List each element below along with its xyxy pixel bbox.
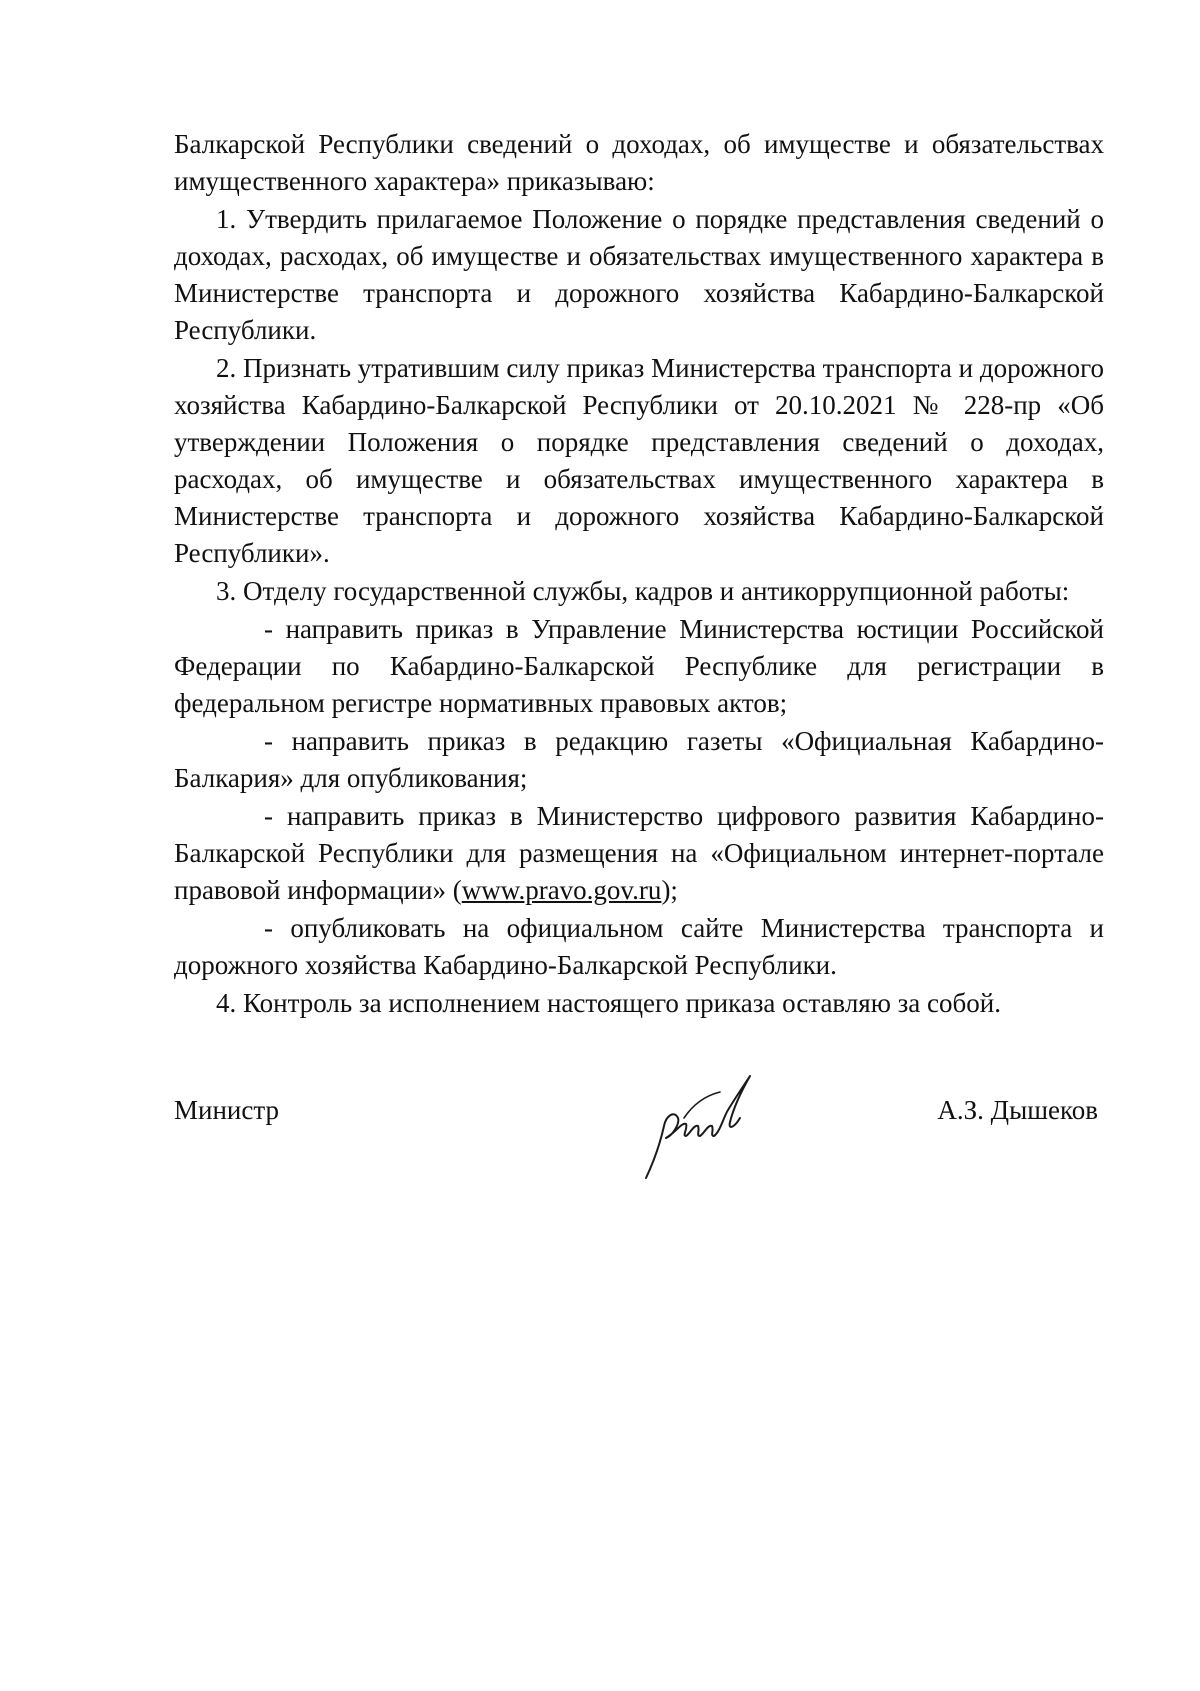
signatory-name: А.З. Дышеков: [937, 1095, 1098, 1125]
paragraph-item-2: 2. Признать утратившим силу приказ Министерства транспорта и дорожного хозяйства Кабардино-Балкарской Республики от 20.10.2021 № 228-пр «Об утверждении Положения о порядке представления сведений о доходах, расходах, об имуществе и обязательствах имущественного характера в Министерстве транспорта и дорожного хозяйства Кабардино-Балкарской Республики».: [174, 353, 1104, 568]
signatory-position: Министр: [174, 1095, 279, 1125]
paragraph-subitem-newspaper: - направить приказ в редакцию газеты «Официальная Кабардино-Балкария» для опубликования;: [174, 726, 1104, 793]
signature-block: [174, 1092, 1104, 1202]
paragraph-item-1: 1. Утвердить прилагаемое Положение о порядке представления сведений о доходах, расходах, об имуществе и обязательствах имущественного характера в Министерстве транспорта и дорожного хозяйства Кабардино-Балкарской Республики.: [174, 204, 1104, 345]
paragraph-item-3: 3. Отделу государственной службы, кадров и антикоррупционной работы:: [216, 576, 1070, 606]
legal-portal-text-before: - направить приказ в Министерство цифрового развития Кабардино-Балкарской Республики для размещения на «Официальном интернет-портале правовой информации» (: [174, 801, 1104, 905]
paragraph-subitem-ministry-site: - опубликовать на официальном сайте Министерства транспорта и дорожного хозяйства Кабардино-Балкарской Республики.: [174, 913, 1104, 980]
paragraph-preamble-continuation: Балкарской Республики сведений о доходах, об имуществе и обязательствах имущественного характера» приказываю:: [174, 129, 1104, 196]
legal-portal-text-after: );: [661, 875, 678, 905]
paragraph-item-4: 4. Контроль за исполнением настоящего приказа оставляю за собой.: [216, 988, 1001, 1018]
document-body: [174, 126, 1104, 1022]
paragraph-subitem-justice-registration: - направить приказ в Управление Министерства юстиции Российской Федерации по Кабардино-Балкарской Республике для регистрации в федеральном регистре нормативных правовых актов;: [174, 614, 1104, 718]
handwritten-signature: [624, 1066, 784, 1186]
pravo-gov-link[interactable]: www.pravo.gov.ru: [461, 875, 662, 905]
paragraph-subitem-legal-portal: [174, 798, 1104, 909]
